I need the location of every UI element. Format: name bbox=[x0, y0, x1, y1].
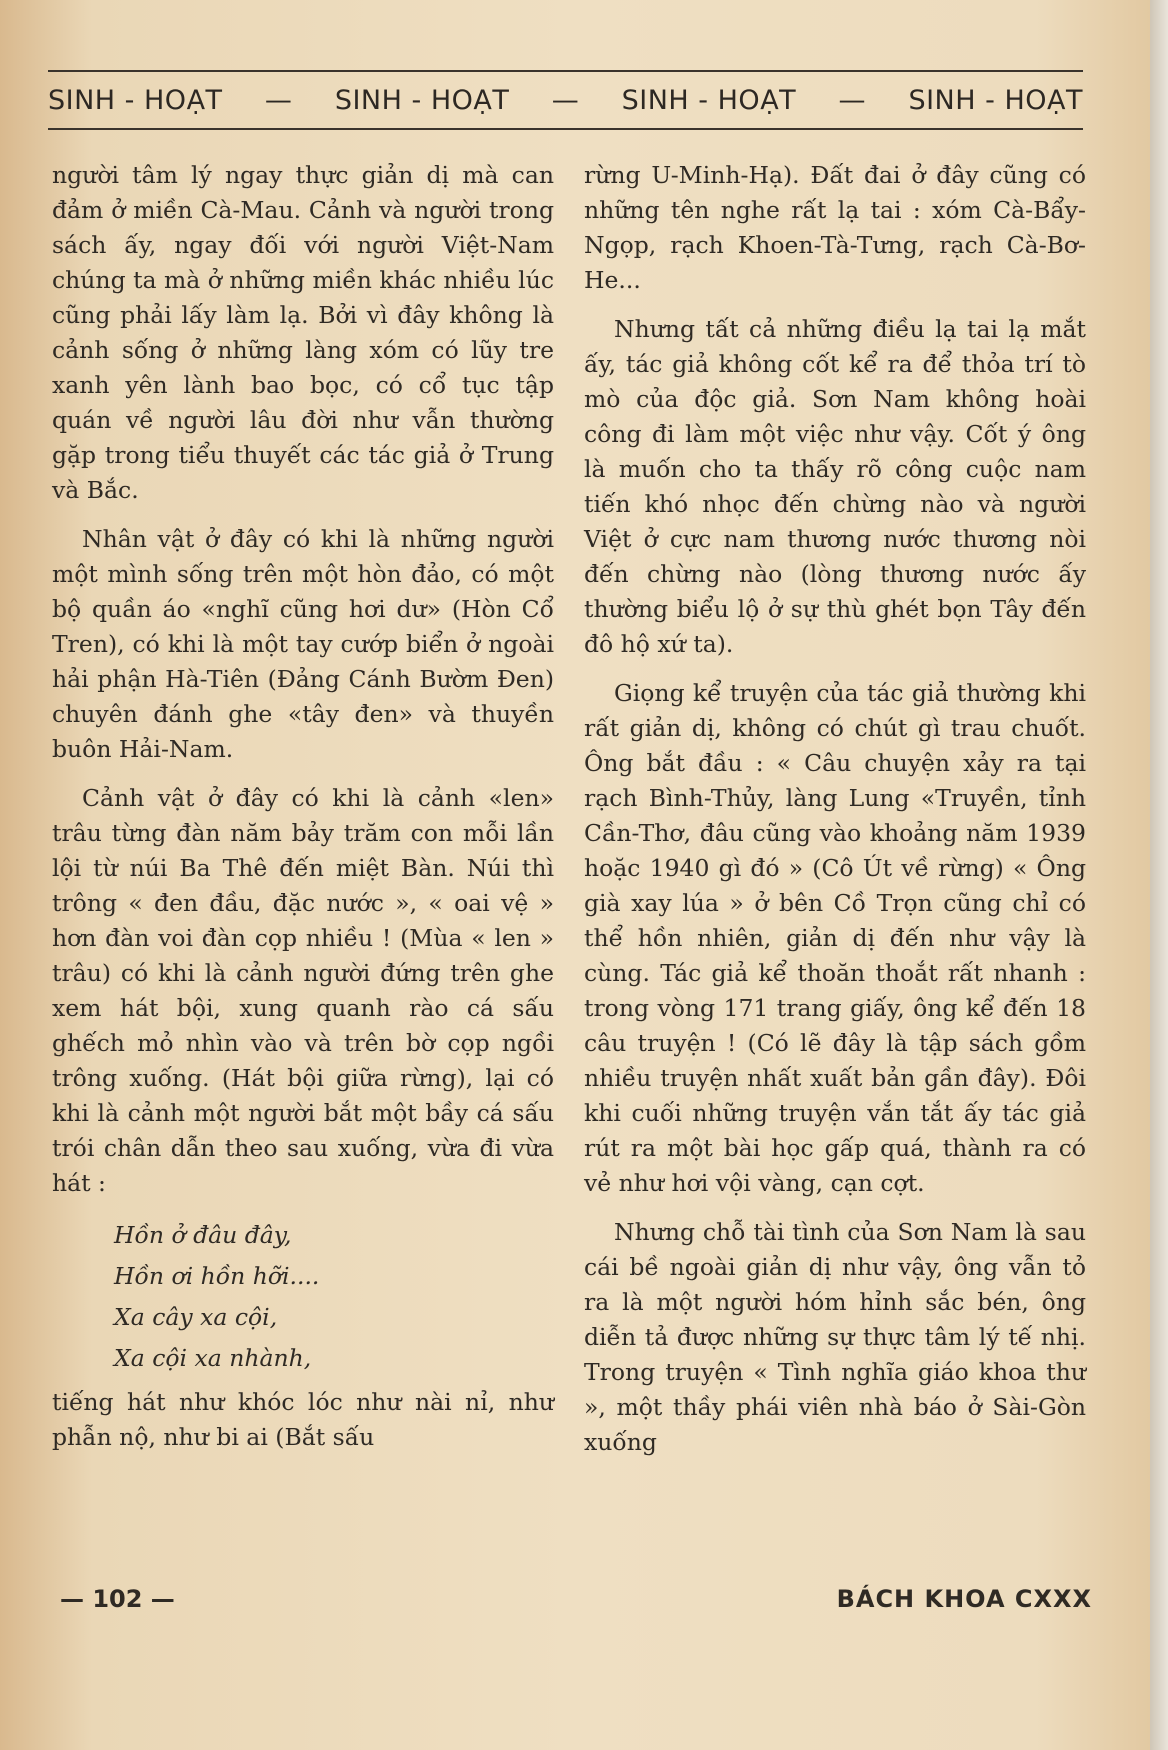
poem-line: Hồn ơi hồn hỡi.... bbox=[114, 1262, 320, 1290]
paragraph: rừng U-Minh-Hạ). Đất đai ở đây cũng có những tên nghe rất lạ tai : xóm Cà-Bẩy-Ngọp, rạch Khoen-Tà-Tưng, rạch Cà-Bơ-He... bbox=[584, 161, 1086, 294]
right-column bbox=[584, 158, 1086, 1474]
header-label: SINH - HOẠT bbox=[908, 84, 1083, 116]
poem-line: Xa cây xa cội, bbox=[114, 1303, 278, 1331]
poem-verse bbox=[114, 1215, 554, 1379]
header-label: SINH - HOẠT bbox=[48, 84, 223, 116]
paragraph: tiếng hát như khóc lóc như nài nỉ, như phẫn nộ, như bi ai (Bắt sấu bbox=[52, 1388, 554, 1451]
paragraph: người tâm lý ngay thực giản dị mà can đảm ở miền Cà-Mau. Cảnh và người trong sách ấy, ngay đối với người Việt-Nam chúng ta mà ở những miền khác nhiều lúc cũng phải lấy làm lạ. Bởi vì đây không là cảnh sống ở những làng xóm có lũy tre xanh yên lành bao bọc, có cổ tục tập quán về người lâu đời như vẫn thường gặp trong tiểu thuyết các tác giả ở Trung và Bắc. bbox=[52, 161, 554, 504]
page-footer bbox=[52, 1585, 1092, 1621]
header-label: SINH - HOẠT bbox=[621, 84, 797, 116]
paragraph: Nhưng tất cả những điều lạ tai lạ mắt ấy, tác giả không cốt kể ra để thỏa trí tò mò của độc giả. Sơn Nam không hoài công đi làm một việc như vậy. Cốt ý ông là muốn cho ta thấy rõ công cuộc nam tiến khó nhọc đến chừng nào và người Việt ở cực nam thương nước thương nòi đến chừng nào (lòng thương nước ấy thường biểu lộ ở sự thù ghét bọn Tây đến đô hộ xứ ta). bbox=[584, 315, 1086, 658]
poem-line: Hồn ở đâu đây, bbox=[114, 1221, 292, 1249]
left-column bbox=[52, 158, 554, 1469]
header-dash: — bbox=[838, 84, 867, 116]
header-dash: — bbox=[551, 84, 580, 116]
page-edge bbox=[1150, 0, 1168, 1750]
poem-line: Xa cội xa nhành, bbox=[114, 1344, 312, 1372]
header-dash: — bbox=[264, 84, 293, 116]
magazine-title: BÁCH KHOA CXXX bbox=[836, 1585, 1092, 1613]
running-header bbox=[48, 70, 1083, 130]
header-label: SINH - HOẠT bbox=[334, 84, 510, 116]
page-number: — 102 — bbox=[60, 1585, 175, 1613]
paragraph: Cảnh vật ở đây có khi là cảnh «len» trâu từng đàn năm bảy trăm con mỗi lần lội từ núi Ba Thê đến miệt Bàn. Núi thì trông « đen đầu, đặc nước », « oai vệ » hơn đàn voi đàn cọp nhiều ! (Mùa « len » trâu) có khi là cảnh người đứng trên ghe xem hát bội, xung quanh rào cá sấu ghếch mỏ nhìn vào và trên bờ cọp ngồi trông xuống. (Hát bội giữa rừng), lại có khi là cảnh một người bắt một bầy cá sấu trói chân dẫn theo sau xuống, vừa đi vừa hát : bbox=[52, 784, 554, 1197]
paragraph: Nhân vật ở đây có khi là những người một mình sống trên một hòn đảo, có một bộ quần áo «nghĩ cũng hơi dư» (Hòn Cổ Tren), có khi là một tay cướp biển ở ngoài hải phận Hà-Tiên (Đảng Cánh Bườm Đen) chuyên đánh ghe «tây đen» và thuyền buôn Hải-Nam. bbox=[52, 525, 554, 763]
paragraph: Nhưng chỗ tài tình của Sơn Nam là sau cái bề ngoài giản dị như vậy, ông vẫn tỏ ra là một người hóm hỉnh sắc bén, ông diễn tả được những sự thực tâm lý tế nhị. Trong truyện « Tình nghĩa giáo khoa thư », một thầy phái viên nhà báo ở Sài-Gòn xuống bbox=[584, 1218, 1086, 1456]
paragraph: Giọng kể truyện của tác giả thường khi rất giản dị, không có chút gì trau chuốt. Ông bắt đầu : « Câu chuyện xảy ra tại rạch Bình-Thủy, làng Lung «Truyền, tỉnh Cần-Thơ, đâu cũng vào khoảng năm 1939 hoặc 1940 gì đó » (Cô Út về rừng) « Ông già xay lúa » ở bên Cồ Trọn cũng chỉ có thể hồn nhiên, giản dị đến như vậy là cùng. Tác giả kể thoăn thoắt rất nhanh : trong vòng 171 trang giấy, ông kể đến 18 câu truyện ! (Có lẽ đây là tập sách gồm nhiều truyện nhất xuất bản gần đây). Đôi khi cuối những truyện vắn tắt ấy tác giả rút ra một bài học gấp quá, thành ra có vẻ như hơi vội vàng, cạn cợt. bbox=[584, 679, 1086, 1197]
